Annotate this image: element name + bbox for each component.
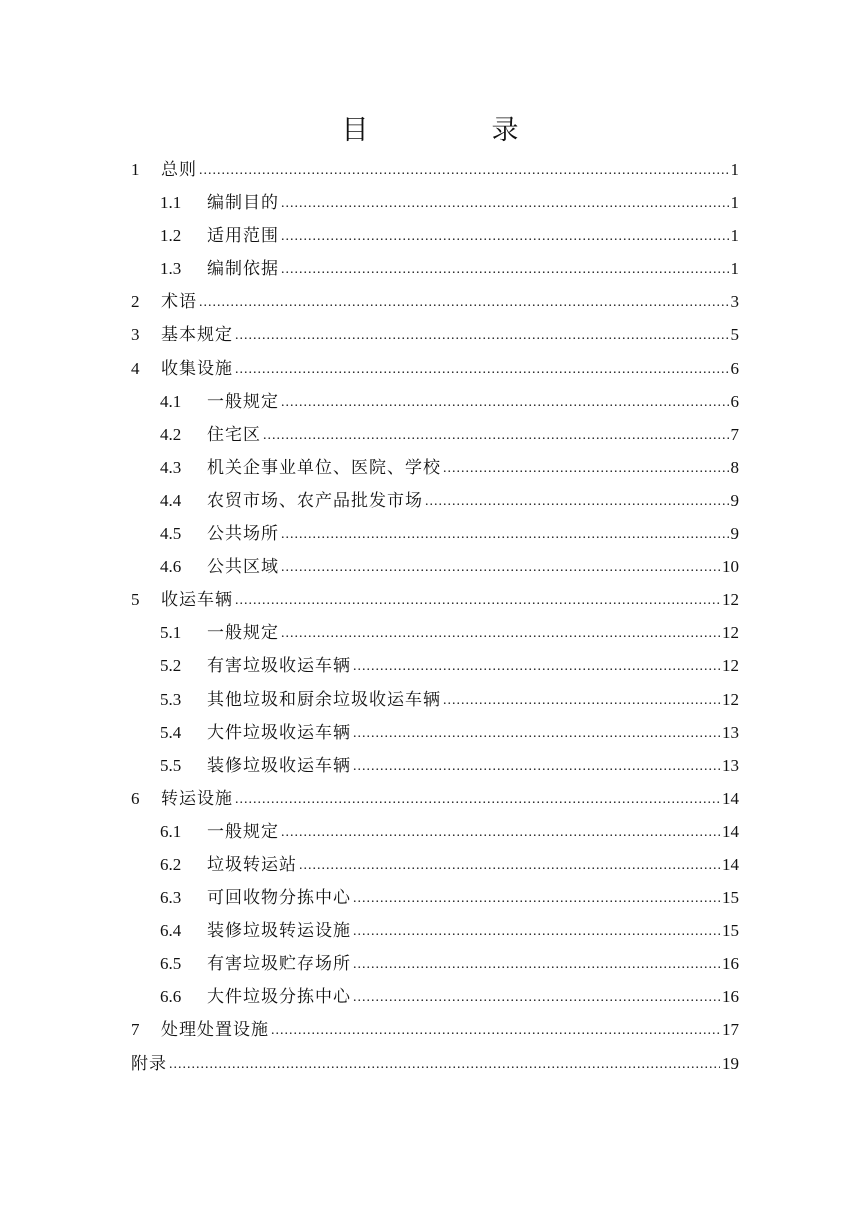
toc-leader-dots (353, 881, 720, 915)
toc-entry-number: 4.4 (160, 490, 182, 510)
toc-entry-number: 6.5 (160, 954, 182, 974)
toc-entry-page: 12 (722, 590, 739, 610)
toc-entry-number: 1 (131, 160, 140, 179)
toc-entry-page: 12 (722, 656, 739, 676)
toc-entry-number: 3 (131, 325, 140, 345)
toc-entry-label: 一般规定 (207, 821, 279, 842)
toc-entry-page: 9 (730, 490, 739, 510)
toc-entry-label: 收运车辆 (161, 590, 233, 611)
toc-entry-page: 12 (722, 689, 739, 709)
toc-leader-dots (353, 914, 720, 948)
toc-entry[interactable] (131, 947, 739, 980)
toc-entry-label: 一般规定 (207, 391, 279, 412)
toc-entry-number: 4.3 (160, 457, 182, 477)
toc-entry-number: 4.2 (160, 424, 182, 444)
toc-entry-number: 1.3 (160, 259, 182, 279)
toc-entry-label: 编制目的 (207, 193, 279, 214)
toc-entry-label: 有害垃圾贮存场所 (207, 954, 351, 975)
toc-entry[interactable] (131, 616, 739, 649)
toc-leader-dots (235, 352, 729, 386)
toc-entry-number: 6.4 (160, 921, 182, 941)
toc-entry-page: 16 (722, 954, 739, 974)
toc-leader-dots (281, 616, 720, 650)
toc-entry[interactable] (131, 451, 739, 484)
toc-leader-dots (199, 153, 729, 187)
toc-entry-label: 住宅区 (207, 424, 261, 445)
toc-entry[interactable] (131, 815, 739, 848)
toc-entry[interactable] (131, 980, 739, 1013)
toc-entry-number: 5.5 (160, 755, 182, 775)
toc-entry-page: 8 (730, 457, 739, 477)
toc-entry-label: 大件垃圾收运车辆 (207, 722, 351, 743)
toc-entry-number: 5.3 (160, 689, 182, 709)
toc-entry[interactable] (131, 749, 739, 782)
toc-entry-page: 10 (722, 557, 739, 577)
toc-entry-number: 5.2 (160, 656, 182, 676)
toc-entry-label: 适用范围 (207, 226, 279, 247)
toc-leader-dots (281, 252, 729, 286)
toc-leader-dots (443, 683, 720, 717)
toc-entry-label: 基本规定 (161, 325, 233, 346)
toc-entry-number: 2 (131, 292, 140, 312)
toc-entry-number: 5 (131, 590, 140, 610)
toc-entry[interactable] (131, 716, 739, 749)
toc-leader-dots (199, 285, 729, 319)
toc-leader-dots (353, 649, 720, 683)
toc-entry-page: 1 (730, 226, 739, 246)
toc-leader-dots (281, 385, 729, 419)
toc-entry[interactable] (131, 914, 739, 947)
toc-entry-number: 4.6 (160, 557, 182, 577)
toc-leader-dots (263, 418, 729, 452)
toc-leader-dots (281, 219, 729, 253)
toc-entry-page: 13 (722, 722, 739, 742)
toc-entry[interactable] (131, 881, 739, 914)
toc-entry-appendix[interactable] (131, 1047, 739, 1080)
toc-entry-label: 公共区域 (207, 557, 279, 578)
toc-entry[interactable] (131, 418, 739, 451)
toc-leader-dots (281, 186, 729, 220)
toc-entry-page: 16 (722, 987, 739, 1007)
toc-leader-dots (235, 583, 720, 617)
toc-entry[interactable] (131, 848, 739, 881)
toc-leader-dots (353, 749, 720, 783)
toc-entry-label: 机关企事业单位、医院、学校 (207, 457, 441, 478)
toc-entry-number: 4.5 (160, 524, 182, 544)
toc-entry-number: 1.2 (160, 226, 182, 246)
toc-leader-dots (299, 848, 720, 882)
toc-entry-number: 5.1 (160, 623, 182, 643)
toc-entry[interactable] (131, 550, 739, 583)
toc-entry-page: 7 (730, 424, 739, 444)
toc-entry-page: 13 (722, 755, 739, 775)
toc-entry-page: 15 (722, 921, 739, 941)
toc-entry-label: 处理处置设施 (161, 1020, 269, 1041)
toc-entry-label: 农贸市场、农产品批发市场 (207, 490, 423, 511)
toc-entry-number: 4 (131, 358, 140, 378)
toc-entry-page: 6 (730, 358, 739, 378)
toc-entry-page: 15 (722, 888, 739, 908)
toc-leader-dots (425, 484, 729, 518)
toc-entry-page: 9 (730, 524, 739, 544)
toc-entry-label: 其他垃圾和厨余垃圾收运车辆 (207, 689, 441, 710)
toc-leader-dots (281, 815, 720, 849)
toc-leader-dots (169, 1047, 720, 1081)
toc-entry[interactable] (131, 385, 739, 418)
toc-leader-dots (235, 782, 720, 816)
toc-leader-dots (353, 716, 720, 750)
toc-entry[interactable] (131, 782, 739, 815)
toc-entry-page: 14 (722, 788, 739, 808)
toc-entry-number: 5.4 (160, 722, 182, 742)
toc-entry-page: 14 (722, 854, 739, 874)
toc-leader-dots (353, 947, 720, 981)
toc-entry-label: 装修垃圾转运设施 (207, 921, 351, 942)
toc-entry[interactable] (131, 583, 739, 616)
toc-leader-dots (281, 517, 729, 551)
toc-entry-label: 转运设施 (161, 788, 233, 809)
toc-entry-page: 1 (730, 193, 739, 213)
toc-entry[interactable] (131, 318, 739, 351)
toc-entry-label: 收集设施 (161, 358, 233, 379)
toc-entry-number: 1.1 (160, 193, 182, 213)
toc-leader-dots (443, 451, 729, 485)
toc-entry-label: 公共场所 (207, 524, 279, 545)
toc-entry[interactable] (131, 252, 739, 285)
toc-entry-label: 大件垃圾分拣中心 (207, 987, 351, 1008)
toc-entry-number: 6 (131, 788, 140, 808)
toc-entry-page: 3 (730, 292, 739, 312)
toc-entry-label: 装修垃圾收运车辆 (207, 755, 351, 776)
toc-leader-dots (271, 1013, 720, 1047)
toc-entry-number: 4.1 (160, 391, 182, 411)
toc-entry-page: 17 (722, 1020, 739, 1040)
toc-entry[interactable] (131, 683, 739, 716)
toc-entry-page: 12 (722, 623, 739, 643)
toc-entry-page: 1 (730, 160, 739, 179)
toc-entry-page: 6 (730, 391, 739, 411)
page-title: 目 录 (341, 115, 567, 146)
toc-leader-dots (235, 318, 729, 352)
toc-entry-label: 可回收物分拣中心 (207, 888, 351, 909)
toc-entry-number: 7 (131, 1020, 140, 1040)
toc-entry[interactable] (131, 186, 739, 219)
toc-entry[interactable] (131, 517, 739, 550)
toc-entry-page: 14 (722, 821, 739, 841)
toc-entry-label: 术语 (161, 292, 197, 313)
toc-entry-page: 19 (722, 1053, 739, 1073)
toc-entry-label: 有害垃圾收运车辆 (207, 656, 351, 677)
toc-entry-number: 6.1 (160, 821, 182, 841)
toc-entry[interactable] (131, 484, 739, 517)
toc-entry-page: 1 (730, 259, 739, 279)
toc-entry[interactable] (131, 649, 739, 682)
toc-entry[interactable] (131, 352, 739, 385)
toc-leader-dots (353, 980, 720, 1014)
table-of-contents (131, 153, 739, 1080)
toc-entry-label: 总则 (161, 160, 197, 180)
toc-entry[interactable] (131, 153, 739, 186)
toc-entry-label: 编制依据 (207, 259, 279, 280)
toc-entry-number: 6.3 (160, 888, 182, 908)
toc-entry-label: 附录 (131, 1053, 167, 1074)
toc-entry-number: 6.6 (160, 987, 182, 1007)
toc-entry[interactable] (131, 1013, 739, 1046)
toc-leader-dots (281, 550, 720, 584)
toc-entry[interactable] (131, 219, 739, 252)
toc-entry-number: 6.2 (160, 854, 182, 874)
toc-entry-label: 一般规定 (207, 623, 279, 644)
toc-entry[interactable] (131, 285, 739, 318)
toc-entry-page: 5 (730, 325, 739, 345)
toc-entry-label: 垃圾转运站 (207, 854, 297, 875)
